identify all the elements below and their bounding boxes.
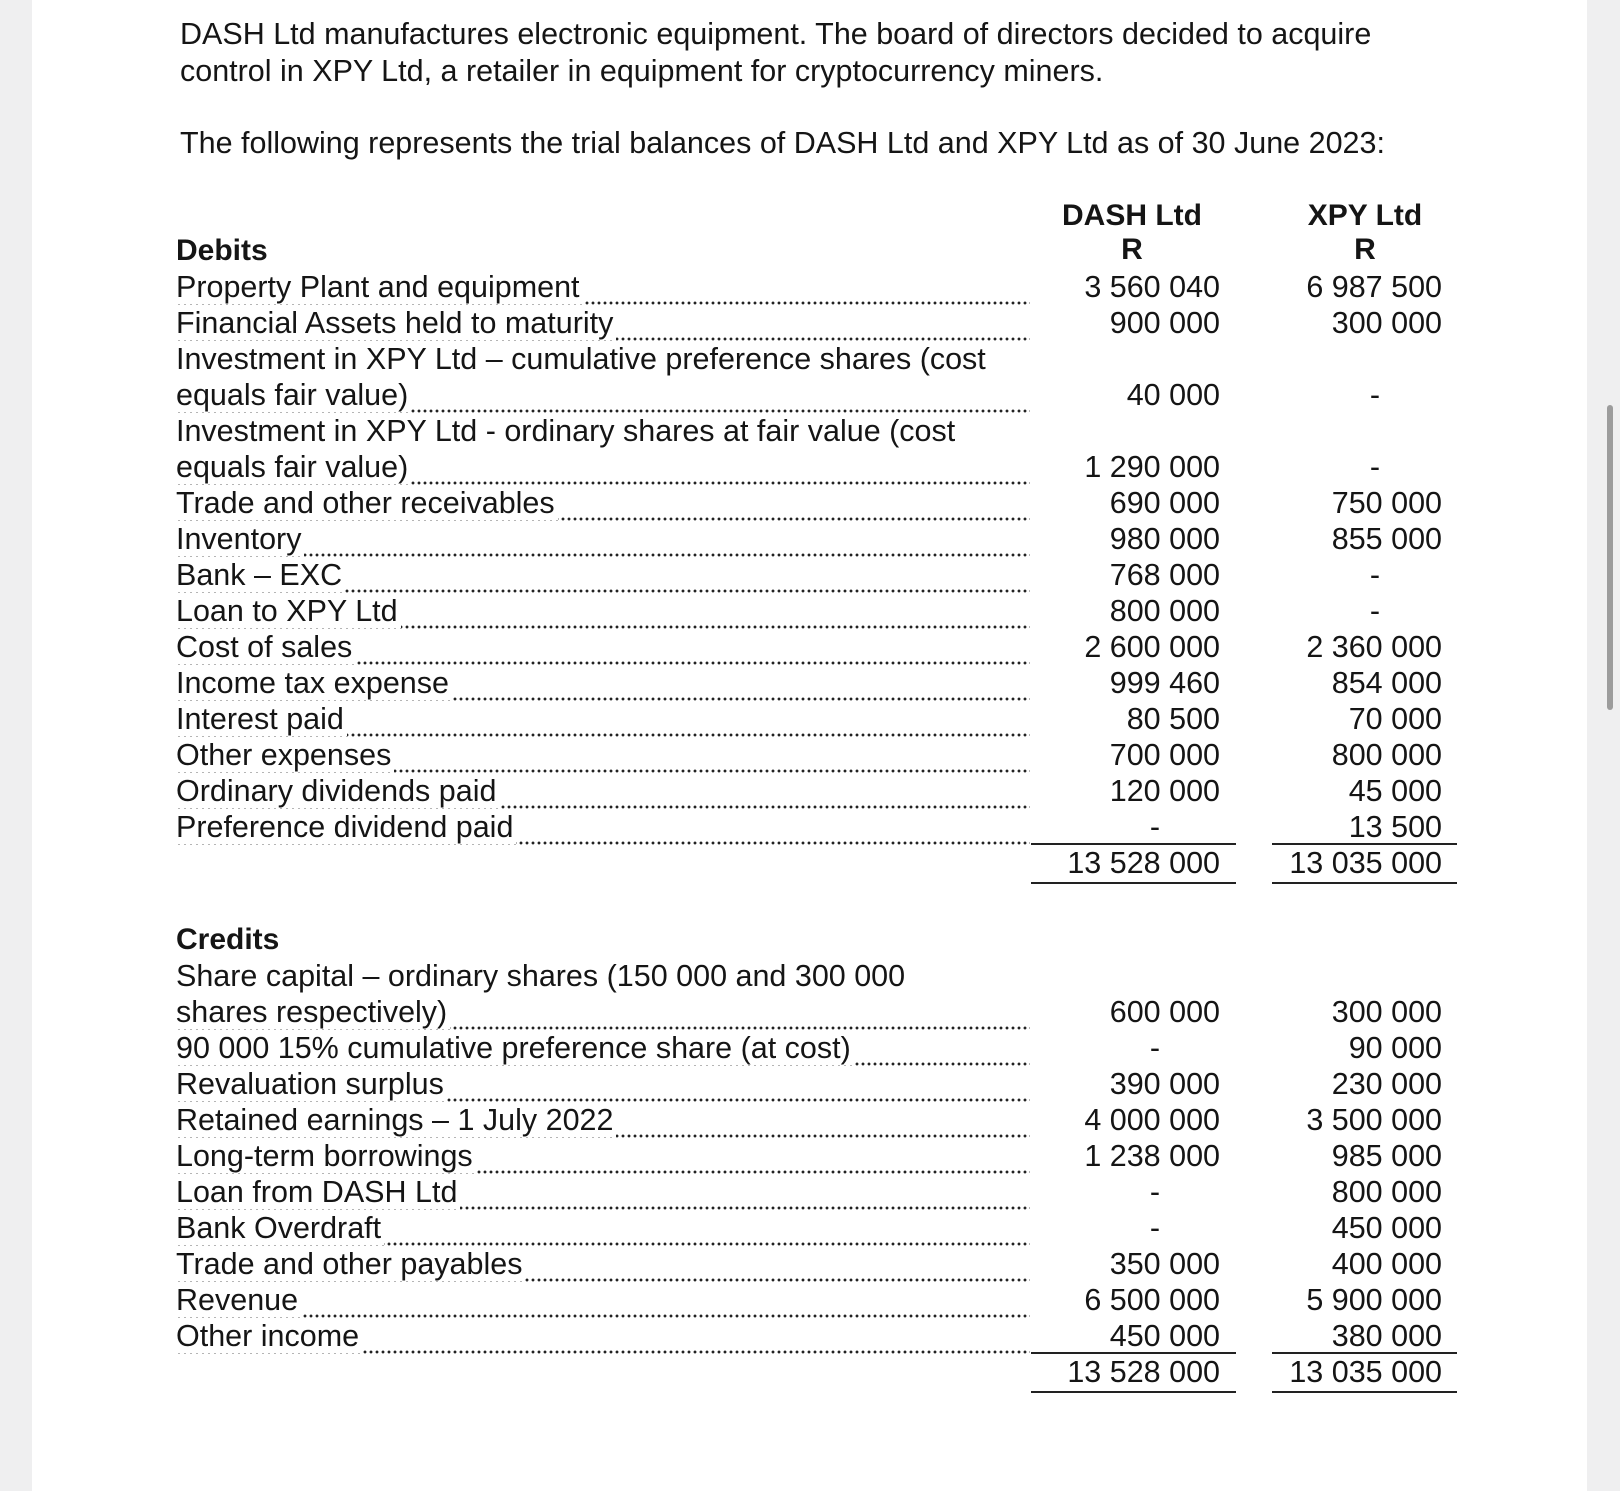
debits-xpy-value: 750 000 (1331, 486, 1442, 520)
credits-dash-value: - (1149, 1211, 1161, 1245)
credits-row-label-text: Other income (176, 1319, 362, 1353)
debits-xpy-value: - (1369, 558, 1381, 592)
debits-row-label-text: Other expenses (176, 738, 394, 772)
credits-dash-value: 600 000 (1109, 995, 1220, 1029)
debits-row-label-line1: Investment in XPY Ltd – cumulative preference shares (cost (176, 342, 986, 376)
debits-dash-value: - (1149, 810, 1161, 844)
debits-dash-value: 1 290 000 (1084, 450, 1220, 484)
debits-dash-value: 80 500 (1126, 702, 1220, 736)
debits-row-label (176, 449, 1030, 485)
credits-dash-value: 390 000 (1109, 1067, 1220, 1101)
credits-row-label (176, 1282, 1030, 1318)
debits-dash-value: 120 000 (1109, 774, 1220, 808)
debits-row-label-text: Loan to XPY Ltd (176, 594, 401, 628)
credits-row-label-text: 90 000 15% cumulative preference share (at cost) (176, 1031, 854, 1065)
debits-row-label-text: Trade and other receivables (176, 486, 558, 520)
debits-row-label (176, 737, 1030, 773)
debits-xpy-value: 70 000 (1348, 702, 1442, 736)
debits-xpy-total-underline (1272, 882, 1457, 884)
debits-row-label (176, 629, 1030, 665)
credits-heading: Credits (176, 923, 280, 956)
credits-row-label-text: Long-term borrowings (176, 1139, 476, 1173)
debits-xpy-value: - (1369, 450, 1381, 484)
credits-dash-value: - (1149, 1175, 1161, 1209)
debits-row-label (176, 377, 1030, 413)
debits-xpy-value: - (1369, 594, 1381, 628)
vertical-scrollbar[interactable] (1607, 405, 1613, 710)
credits-row-label (176, 1246, 1030, 1282)
debits-dash-value: 700 000 (1109, 738, 1220, 772)
debits-row-label (176, 305, 1030, 341)
debits-row-label-text: Cost of sales (176, 630, 355, 664)
credits-xpy-value: 985 000 (1331, 1139, 1442, 1173)
debits-row-label-text: Ordinary dividends paid (176, 774, 499, 808)
debits-xpy-value: - (1369, 378, 1381, 412)
debits-row-label-text: Preference dividend paid (176, 810, 516, 844)
dash-column-unit: R (1121, 233, 1143, 266)
credits-row-label-text: Trade and other payables (176, 1247, 525, 1281)
credits-dash-total-underline (1031, 1391, 1236, 1393)
credits-row-label-text: Loan from DASH Ltd (176, 1175, 460, 1209)
debits-xpy-value: 45 000 (1348, 774, 1442, 808)
debits-row-label (176, 809, 1030, 845)
credits-row-label (176, 1318, 1030, 1354)
debits-xpy-value: 854 000 (1331, 666, 1442, 700)
debits-row-label-text: equals fair value) (176, 450, 411, 484)
debits-row-label-text: Interest paid (176, 702, 347, 736)
credits-xpy-value: 450 000 (1331, 1211, 1442, 1245)
debits-xpy-value: 6 987 500 (1306, 270, 1442, 304)
debits-dash-value: 768 000 (1109, 558, 1220, 592)
xpy-column-header: XPY Ltd (1307, 199, 1423, 232)
credits-row-label-text: Revenue (176, 1283, 301, 1317)
credits-row-label (176, 1066, 1030, 1102)
credits-xpy-value: 300 000 (1331, 995, 1442, 1029)
credits-row-label (176, 1030, 1030, 1066)
debits-row-label (176, 485, 1030, 521)
debits-row-label (176, 773, 1030, 809)
debits-xpy-value: 300 000 (1331, 306, 1442, 340)
debits-row-label-text: Financial Assets held to maturity (176, 306, 616, 340)
debits-xpy-total: 13 035 000 (1289, 846, 1442, 880)
intro-paragraph: DASH Ltd manufactures electronic equipment. The board of directors decided to acquire control in XPY Ltd, a retailer in equipment for cryptocurrency miners. (180, 17, 1372, 88)
credits-xpy-value: 3 500 000 (1306, 1103, 1442, 1137)
credits-dash-value: 6 500 000 (1084, 1283, 1220, 1317)
xpy-column-unit: R (1354, 233, 1376, 266)
credits-row-label-text: Bank Overdraft (176, 1211, 384, 1245)
credits-xpy-value: 5 900 000 (1306, 1283, 1442, 1317)
debits-row-label (176, 593, 1030, 629)
credits-row-label (176, 1138, 1030, 1174)
credits-dash-value: - (1149, 1031, 1161, 1065)
debits-dash-value: 3 560 040 (1084, 270, 1220, 304)
debits-xpy-value: 855 000 (1331, 522, 1442, 556)
credits-row-label-line1: Share capital – ordinary shares (150 000 and 300 000 (176, 959, 906, 993)
debits-row-label (176, 701, 1030, 737)
credits-xpy-value: 800 000 (1331, 1175, 1442, 1209)
debits-dash-value: 900 000 (1109, 306, 1220, 340)
debits-row-label-text: Bank – EXC (176, 558, 345, 592)
debits-dash-value: 40 000 (1126, 378, 1220, 412)
credits-xpy-total-underline (1272, 1391, 1457, 1393)
credits-xpy-value: 90 000 (1348, 1031, 1442, 1065)
debits-row-label (176, 521, 1030, 557)
credits-row-label (176, 1102, 1030, 1138)
debits-row-label-text: equals fair value) (176, 378, 411, 412)
credits-xpy-value: 380 000 (1331, 1319, 1442, 1353)
debits-row-label (176, 557, 1030, 593)
credits-dash-value: 450 000 (1109, 1319, 1220, 1353)
credits-xpy-value: 230 000 (1331, 1067, 1442, 1101)
debits-dash-value: 2 600 000 (1084, 630, 1220, 664)
debits-row-label (176, 665, 1030, 701)
debits-row-label-text: Income tax expense (176, 666, 452, 700)
debits-dash-value: 999 460 (1109, 666, 1220, 700)
credits-dash-value: 350 000 (1109, 1247, 1220, 1281)
debits-dash-value: 800 000 (1109, 594, 1220, 628)
dash-column-header: DASH Ltd (1062, 199, 1202, 232)
debits-row-label (176, 269, 1030, 305)
debits-dash-value: 690 000 (1109, 486, 1220, 520)
debits-row-label-line1: Investment in XPY Ltd - ordinary shares at fair value (cost (176, 414, 956, 448)
credits-row-label (176, 1174, 1030, 1210)
credits-row-label-text: Revaluation surplus (176, 1067, 447, 1101)
debits-row-label-text: Property Plant and equipment (176, 270, 583, 304)
debits-dash-total: 13 528 000 (1067, 846, 1220, 880)
credits-dash-value: 4 000 000 (1084, 1103, 1220, 1137)
debits-xpy-value: 2 360 000 (1306, 630, 1442, 664)
credits-dash-value: 1 238 000 (1084, 1139, 1220, 1173)
credits-xpy-value: 400 000 (1331, 1247, 1442, 1281)
credits-row-label-text: shares respectively) (176, 995, 450, 1029)
debits-dash-total-underline (1031, 882, 1236, 884)
credits-dash-total: 13 528 000 (1067, 1355, 1220, 1389)
debits-heading: Debits (176, 234, 268, 267)
debits-xpy-value: 13 500 (1348, 810, 1442, 844)
debits-dash-value: 980 000 (1109, 522, 1220, 556)
debits-xpy-value: 800 000 (1331, 738, 1442, 772)
debits-row-label-text: Inventory (176, 522, 304, 556)
credits-row-label (176, 1210, 1030, 1246)
credits-xpy-total: 13 035 000 (1289, 1355, 1442, 1389)
credits-row-label-text: Retained earnings – 1 July 2022 (176, 1103, 616, 1137)
intro-trial-balance-sentence: The following represents the trial balances of DASH Ltd and XPY Ltd as of 30 June 2023: (180, 126, 1385, 160)
credits-row-label (176, 994, 1030, 1030)
